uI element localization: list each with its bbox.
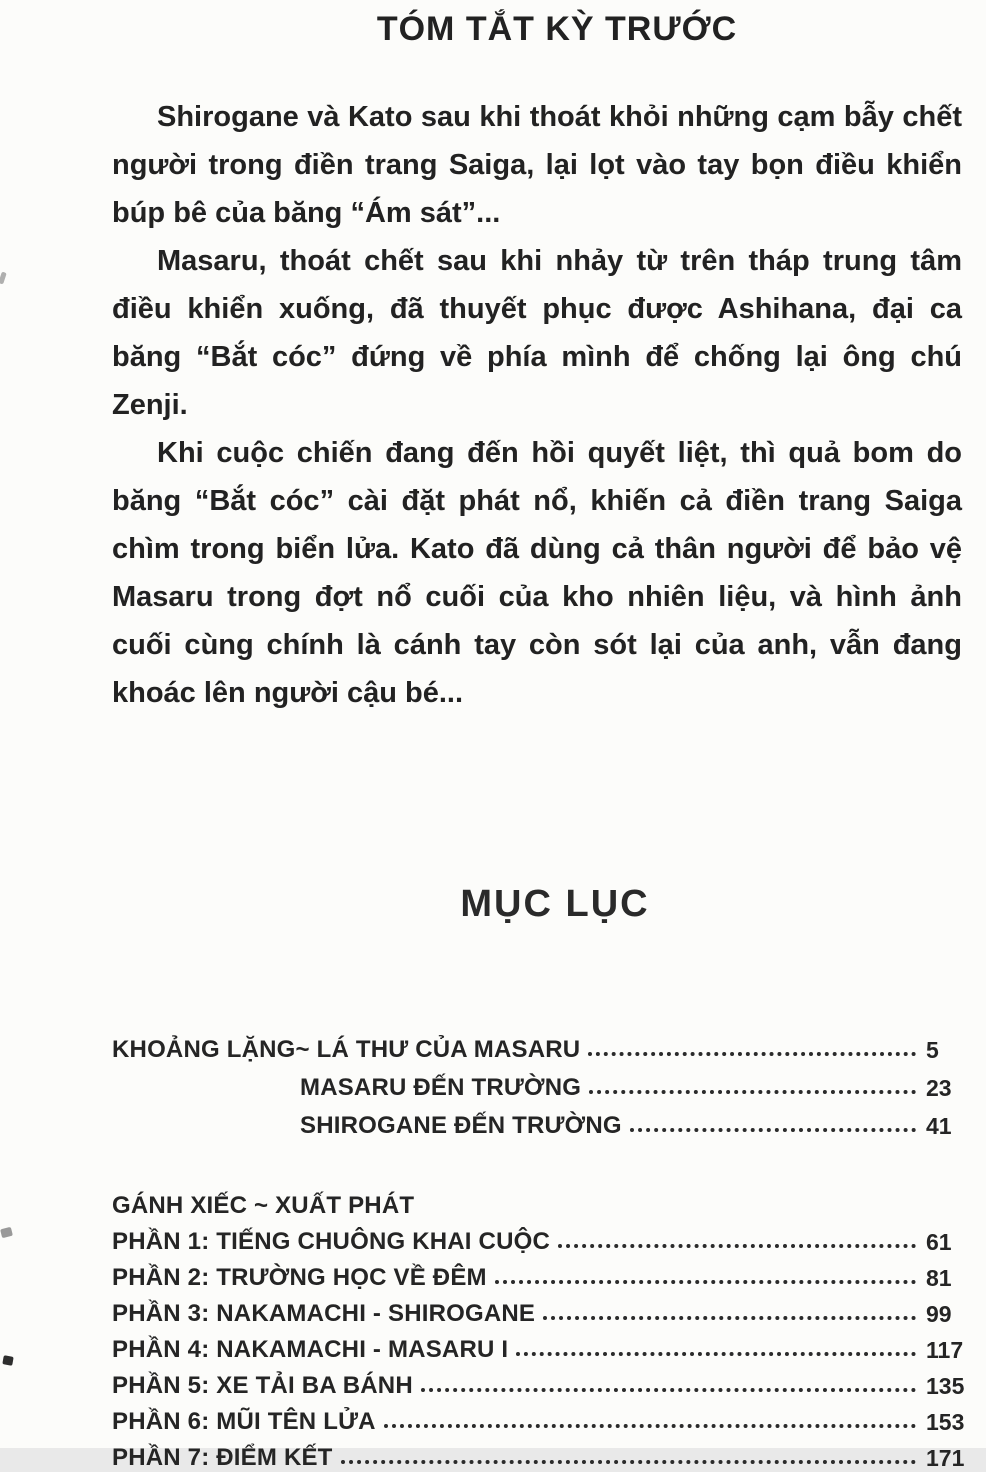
toc-page-number: 23 [926, 1075, 952, 1101]
summary-paragraph: Shirogane và Kato sau khi thoát khỏi những cạm bẫy chết người trong điền trang Saiga, lại lọt vào tay bọn điều khiển búp bê của băng “Ám sát”... [112, 101, 962, 229]
toc-page-number: 61 [926, 1229, 952, 1255]
summary-body [112, 93, 962, 717]
toc-dot-leader [543, 1316, 916, 1320]
toc-dot-leader [384, 1424, 916, 1428]
toc-dot-leader [516, 1352, 916, 1356]
summary-paragraph: Masaru, thoát chết sau khi nhảy từ trên tháp trung tâm điều khiển xuống, đã thuyết phục được Ashihana, đại ca băng “Bắt cóc” đứng về phía mình để chống lại ông chú Zenji. [112, 245, 962, 421]
toc-entry [112, 1436, 972, 1472]
toc-entry-label: PHẦN 7: ĐIỂM KẾT [112, 1444, 333, 1471]
toc-entry-label: PHẦN 6: MŨI TÊN LỬA [112, 1408, 376, 1435]
toc-entry-label: PHẦN 1: TIẾNG CHUÔNG KHAI CUỘC [112, 1228, 551, 1255]
summary-title: TÓM TẮT KỲ TRƯỚC [376, 10, 738, 48]
toc-entry [112, 1256, 972, 1292]
toc-group-interlude [112, 1026, 972, 1140]
toc-entry-label: PHẦN 4: NAKAMACHI - MASARU I [112, 1336, 509, 1363]
toc-page-number: 153 [926, 1409, 965, 1435]
toc-page-number: 81 [926, 1265, 952, 1291]
toc-dot-leader [558, 1244, 916, 1248]
toc-entry-label: PHẦN 5: XE TẢI BA BÁNH [112, 1372, 413, 1399]
toc-entry [112, 1102, 972, 1140]
toc-page-number: 171 [926, 1445, 965, 1471]
scan-artifact [2, 1355, 13, 1366]
toc-dot-leader [495, 1280, 916, 1284]
toc-dot-leader [588, 1052, 916, 1056]
toc-entry [112, 1064, 972, 1102]
toc-page-number: 41 [926, 1113, 952, 1139]
toc-entry-label: MASARU ĐẾN TRƯỜNG [300, 1074, 582, 1101]
toc-entry [112, 1026, 972, 1064]
toc-entry [112, 1328, 972, 1364]
toc-entry [112, 1364, 972, 1400]
toc-entry-label: PHẦN 3: NAKAMACHI - SHIROGANE [112, 1300, 536, 1327]
toc-title: MỤC LỤC [460, 883, 650, 925]
toc-entry-label: KHOẢNG LẶNG~ LÁ THƯ CỦA MASARU [112, 1036, 581, 1063]
toc-dot-leader [341, 1460, 916, 1464]
toc-page-number: 135 [926, 1373, 965, 1399]
toc-entry-label: PHẦN 2: TRƯỜNG HỌC VỀ ĐÊM [112, 1264, 487, 1291]
toc-page-number: 99 [926, 1301, 952, 1327]
toc-dot-leader [630, 1128, 916, 1132]
toc-group-header: GÁNH XIẾC ~ XUẤT PHÁT [112, 1192, 415, 1219]
summary-paragraph: Khi cuộc chiến đang đến hồi quyết liệt, thì quả bom do băng “Bắt cóc” cài đặt phát nổ, khiến cả điền trang Saiga chìm trong biển lửa. Kato đã dùng cả thân người để bảo vệ Masaru trong đợt nổ cuối của kho nhiên liệu, và hình ảnh cuối cùng chính là cánh tay còn sót lại của anh, vẫn đang khoác lên người cậu bé... [112, 437, 962, 709]
toc-page-number: 5 [926, 1037, 939, 1063]
scan-artifact [0, 272, 7, 285]
toc-dot-leader [421, 1388, 916, 1392]
scan-artifact [0, 1227, 13, 1238]
toc-page-number: 117 [926, 1337, 964, 1363]
toc-entry [112, 1292, 972, 1328]
toc-dot-leader [589, 1090, 916, 1094]
toc-entry [112, 1400, 972, 1436]
toc-entry-label: SHIROGANE ĐẾN TRƯỜNG [300, 1112, 622, 1139]
table-of-contents [112, 1026, 972, 1472]
toc-group-circus [112, 1182, 972, 1472]
toc-entry [112, 1220, 972, 1256]
